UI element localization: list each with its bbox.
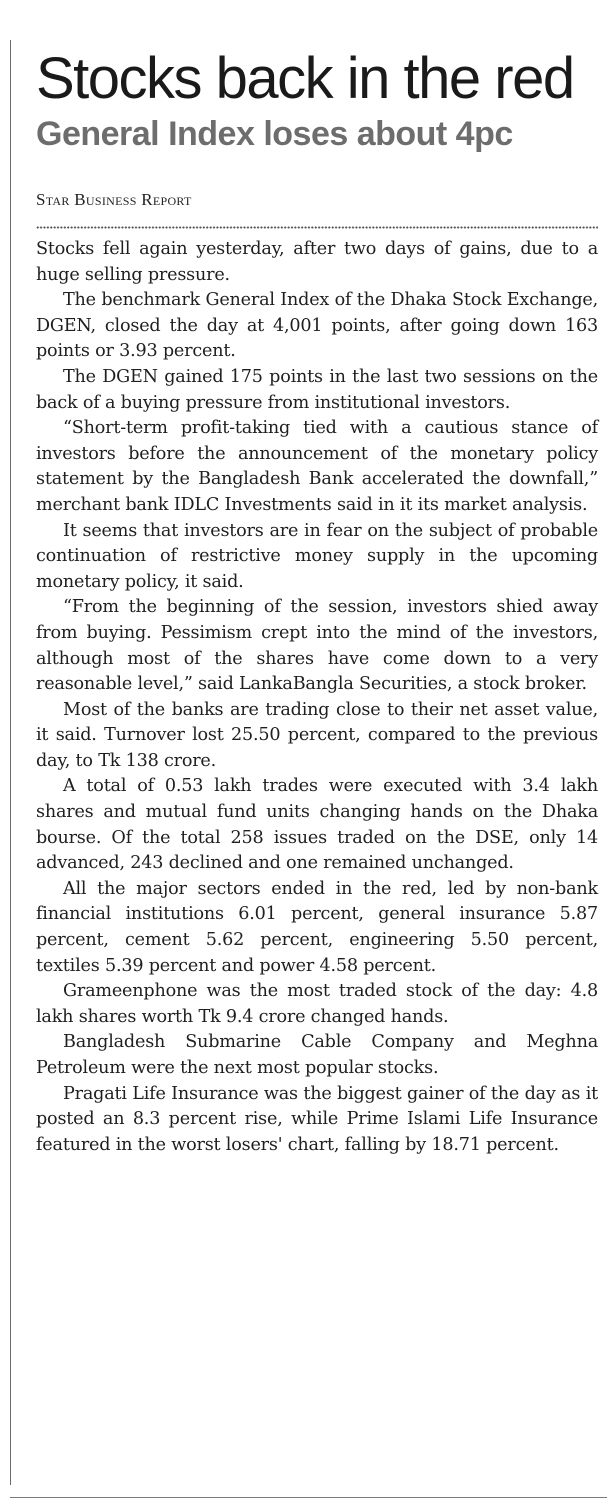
column-rule-bottom [10, 1497, 607, 1498]
paragraph-9: All the major sectors ended in the red, led by non-bank financial institutions 6.01 percent, general insurance 5.87 percent, cement 5.62 percent, engineering 5.50 percent, textiles 5.39 percent and power 4.58 percent. [36, 878, 598, 976]
column-rule-left [10, 40, 11, 1485]
paragraph-8: A total of 0.53 lakh trades were executed with 3.4 lakh shares and mutual fund units changing hands on the Dhaka bourse. Of the total 258 issues traded on the DSE, only 14 advanced, 243 declined and one remained unchanged. [36, 776, 598, 874]
paragraph-7: Most of the banks are trading close to their net asset value, it said. Turnover lost 25.50 percent, compared to the previous day, to Tk 138 crore. [36, 699, 598, 771]
news-article [36, 44, 598, 1158]
article-body [36, 237, 598, 1158]
paragraph-11: Bangladesh Submarine Cable Company and Meghna Petroleum were the next most popular stocks. [36, 1032, 598, 1078]
headline: Stocks back in the red [36, 46, 574, 111]
dotted-separator [36, 226, 598, 229]
paragraph-12: Pragati Life Insurance was the biggest gainer of the day as it posted an 8.3 percent rise, while Prime Islami Life Insurance featured in the worst losers' chart, falling by 18.71 percent. [36, 1083, 598, 1155]
paragraph-2: The benchmark General Index of the Dhaka Stock Exchange, DGEN, closed the day at 4,001 points, after going down 163 points or 3.93 percent. [36, 290, 598, 362]
paragraph-1: Stocks fell again yesterday, after two days of gains, due to a huge selling pressure. [36, 239, 598, 285]
paragraph-5: It seems that investors are in fear on the subject of probable continuation of restrictive money supply in the upcoming monetary policy, it said. [36, 520, 598, 592]
paragraph-6: “From the beginning of the session, investors shied away from buying. Pessimism crept into the mind of the investors, although most of the shares have come down to a very reasonable level,” said LankaBangla Securities, a stock broker. [36, 597, 598, 695]
paragraph-4: “Short-term profit-taking tied with a cautious stance of investors before the announcement of the monetary policy statement by the Bangladesh Bank accelerated the downfall,” merchant bank IDLC Investments said in it its market analysis. [36, 418, 598, 515]
paragraph-10: Grameenphone was the most traded stock of the day: 4.8 lakh shares worth Tk 9.4 crore changed hands. [36, 981, 598, 1027]
byline: Star Business Report [36, 190, 192, 209]
paragraph-3: The DGEN gained 175 points in the last two sessions on the back of a buying pressure from institutional investors. [36, 366, 598, 413]
subheadline: General Index loses about 4pc [36, 115, 513, 153]
